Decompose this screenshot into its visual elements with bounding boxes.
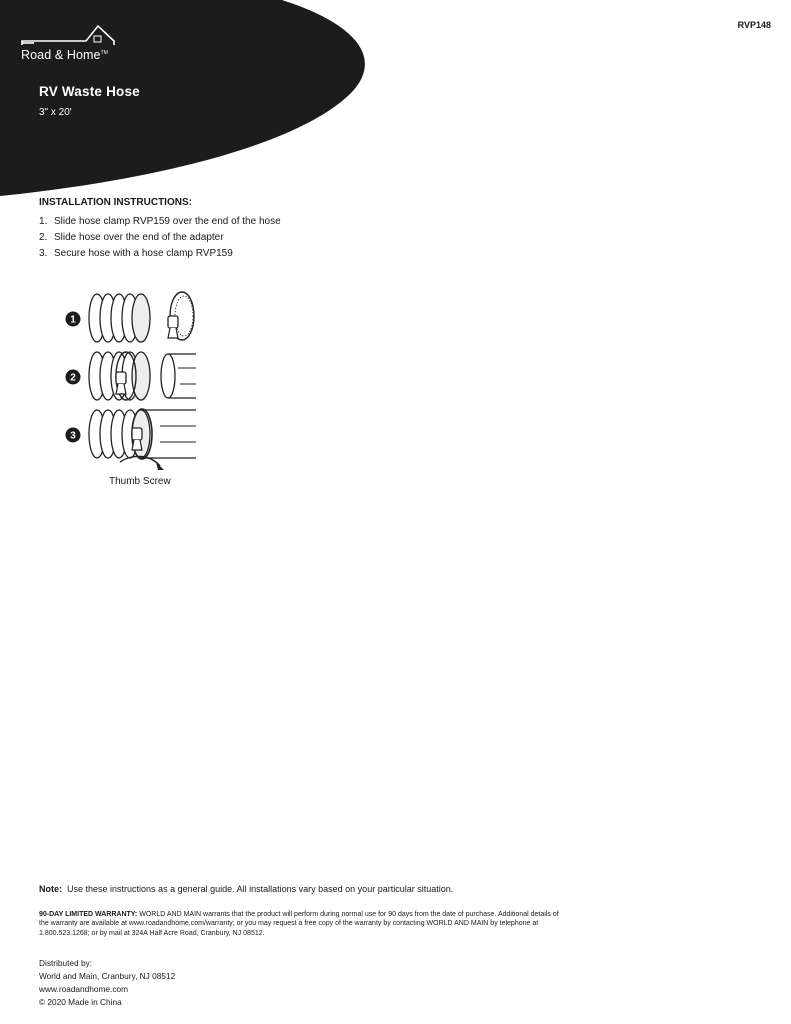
installation-diagram (60, 288, 210, 478)
brand-name: Road & Home (21, 48, 101, 62)
thumb-screw-caption: Thumb Screw (109, 476, 171, 487)
svg-text:2: 2 (70, 372, 76, 384)
svg-text:1: 1 (70, 314, 76, 326)
brand-logo (21, 48, 108, 62)
step-marker-3 (66, 428, 81, 443)
note-text: Use these instructions as a general guide. All installations vary based on your particular situation. (67, 884, 454, 894)
warranty-label: 90-DAY LIMITED WARRANTY: (39, 911, 138, 918)
step-marker-2 (66, 370, 81, 385)
distribution-info (39, 957, 175, 1009)
warranty-text: WORLD AND MAIN warrants that the product will perform during normal use for 90 days from the date of purchase. Additional details of the warranty are available at www.roadandhome.com/warranty; or you may request a free copy of the warranty by contacting WORLD AND MAIN by telephone at 1.800.523.1268; or by mail at 324A Half Acre Road, Cranbury, NJ 08512. (39, 911, 559, 937)
trademark-mark: TM (100, 49, 109, 56)
instruction-step: 1. Slide hose clamp RVP159 over the end of the hose (39, 216, 281, 227)
distributor-address: World and Main, Cranbury, NJ 08512 (39, 971, 176, 981)
instruction-step: 2. Slide hose over the end of the adapter (39, 232, 224, 243)
step-marker-1 (66, 312, 81, 327)
instruction-step: 3. Secure hose with a hose clamp RVP159 (39, 248, 233, 259)
instructions-heading: INSTALLATION INSTRUCTIONS: (39, 197, 192, 208)
product-title: RV Waste Hose (39, 84, 140, 99)
model-number: RVP148 (737, 20, 771, 30)
copyright: © 2020 Made in China (39, 997, 122, 1007)
step-1-illustration (89, 292, 194, 342)
distributed-by-heading: Distributed by: (39, 958, 93, 968)
note-label: Note: (39, 884, 62, 894)
note (39, 884, 453, 894)
step-3-illustration (89, 409, 196, 470)
instruction-steps (39, 214, 281, 262)
product-size: 3" x 20' (39, 107, 72, 118)
svg-text:3: 3 (70, 430, 76, 442)
website: www.roadandhome.com (39, 984, 129, 994)
step-2-illustration (89, 352, 196, 400)
warranty (39, 910, 559, 938)
